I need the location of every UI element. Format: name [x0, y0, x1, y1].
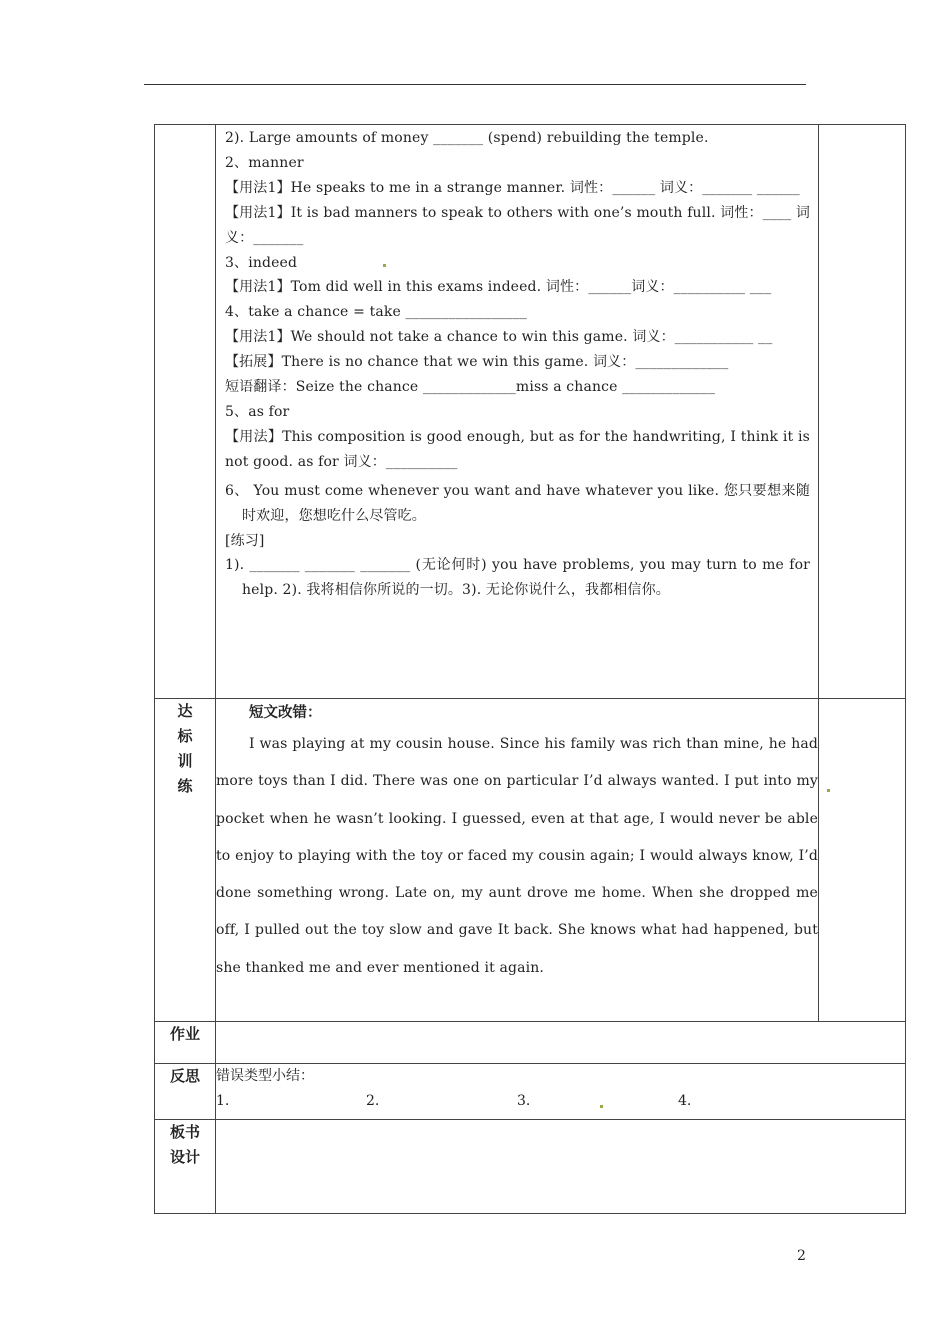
vocab-row: [155, 125, 906, 699]
item-6: 6、 You must come whenever you want and have whatever you like. 您只要想来随时欢迎，您想吃什么尽管吃。: [225, 482, 810, 524]
homework-content-cell: [216, 1022, 906, 1064]
asfor-heading: 5、as for: [225, 403, 290, 420]
worksheet-table: [154, 124, 906, 1214]
reflection-label: 反思: [155, 1064, 216, 1120]
speck-mark: [383, 264, 386, 267]
chance-extend: 【拓展】There is no chance that we win this game. 词义：_____________: [225, 354, 729, 371]
manner-usage-2: 【用法1】It is bad manners to speak to others with one’s mouth full. 词性：____ 词义：_______: [225, 204, 810, 246]
chance-translate: 短语翻译：Seize the chance _____________miss a chance _____________: [225, 379, 716, 396]
board-row: [155, 1120, 906, 1214]
chance-usage: 【用法1】We should not take a chance to win this game. 词义：___________ __: [225, 329, 773, 346]
vocab-label-cell: [155, 125, 216, 699]
indeed-usage: 【用法1】Tom did well in this exams indeed. 词性：______词义：__________ ___: [225, 279, 772, 296]
vocab-content-cell: [216, 125, 819, 699]
reflection-content-cell: [216, 1064, 906, 1120]
practice-label: [练习]: [225, 532, 265, 549]
essay-title: 短文改错：: [249, 705, 322, 721]
speck-mark: [827, 789, 830, 792]
speck-mark: [600, 1105, 603, 1108]
practice-text: 1). _______ _______ _______ (无论何时) you have problems, you may turn to me for help. 2). 我将相信你所说的一切。3). 无论你说什么，我都相信你。: [225, 557, 810, 599]
indeed-heading: 3、indeed: [225, 254, 298, 271]
asfor-usage: 【用法】This composition is good enough, but as for the handwriting, I think it is not good. as for 词义：__________: [225, 428, 810, 470]
training-content-cell: [216, 699, 819, 1022]
page-number: 2: [797, 1248, 806, 1264]
vocab-notes-cell: [819, 125, 906, 699]
training-notes-cell: [819, 699, 906, 1022]
reflection-row: [155, 1064, 906, 1120]
manner-usage-1: 【用法1】He speaks to me in a strange manner. 词性：______ 词义：_______ ______: [225, 179, 800, 196]
reflection-item: 2.: [366, 1093, 380, 1109]
board-label: 板书 设计: [155, 1120, 216, 1214]
reflection-summary: 错误类型小结：: [216, 1068, 314, 1084]
exercise-line: 2). Large amounts of money _______ (spend) rebuilding the temple.: [225, 130, 709, 146]
board-content-cell: [216, 1120, 906, 1214]
reflection-item: 3.: [517, 1093, 531, 1109]
training-row: [155, 699, 906, 1022]
training-label: 达 标 训 练: [155, 699, 216, 1022]
homework-label: 作业: [155, 1022, 216, 1064]
reflection-item: 1.: [216, 1093, 230, 1109]
essay-body: I was playing at my cousin house. Since his family was rich than mine, he had more toys than I did. There was one on particular I’d always wanted. I put into my pocket when he wasn’t looking. I guessed, even at that age, I would never be able to enjoy to playing with the toy or faced my cousin again; I would always know, I’d done something wrong. Late on, my aunt drove me home. When she dropped me off, I pulled out the toy slow and gave It back. She knows what had happened, but she thanked me and ever mentioned it again.: [216, 736, 818, 976]
chance-heading: 4、take a chance = take _________________: [225, 304, 528, 321]
reflection-item: 4.: [678, 1093, 692, 1109]
header-rule: [144, 84, 806, 85]
reflection-items: [216, 1089, 905, 1114]
manner-heading: 2、manner: [225, 154, 304, 171]
homework-row: [155, 1022, 906, 1064]
